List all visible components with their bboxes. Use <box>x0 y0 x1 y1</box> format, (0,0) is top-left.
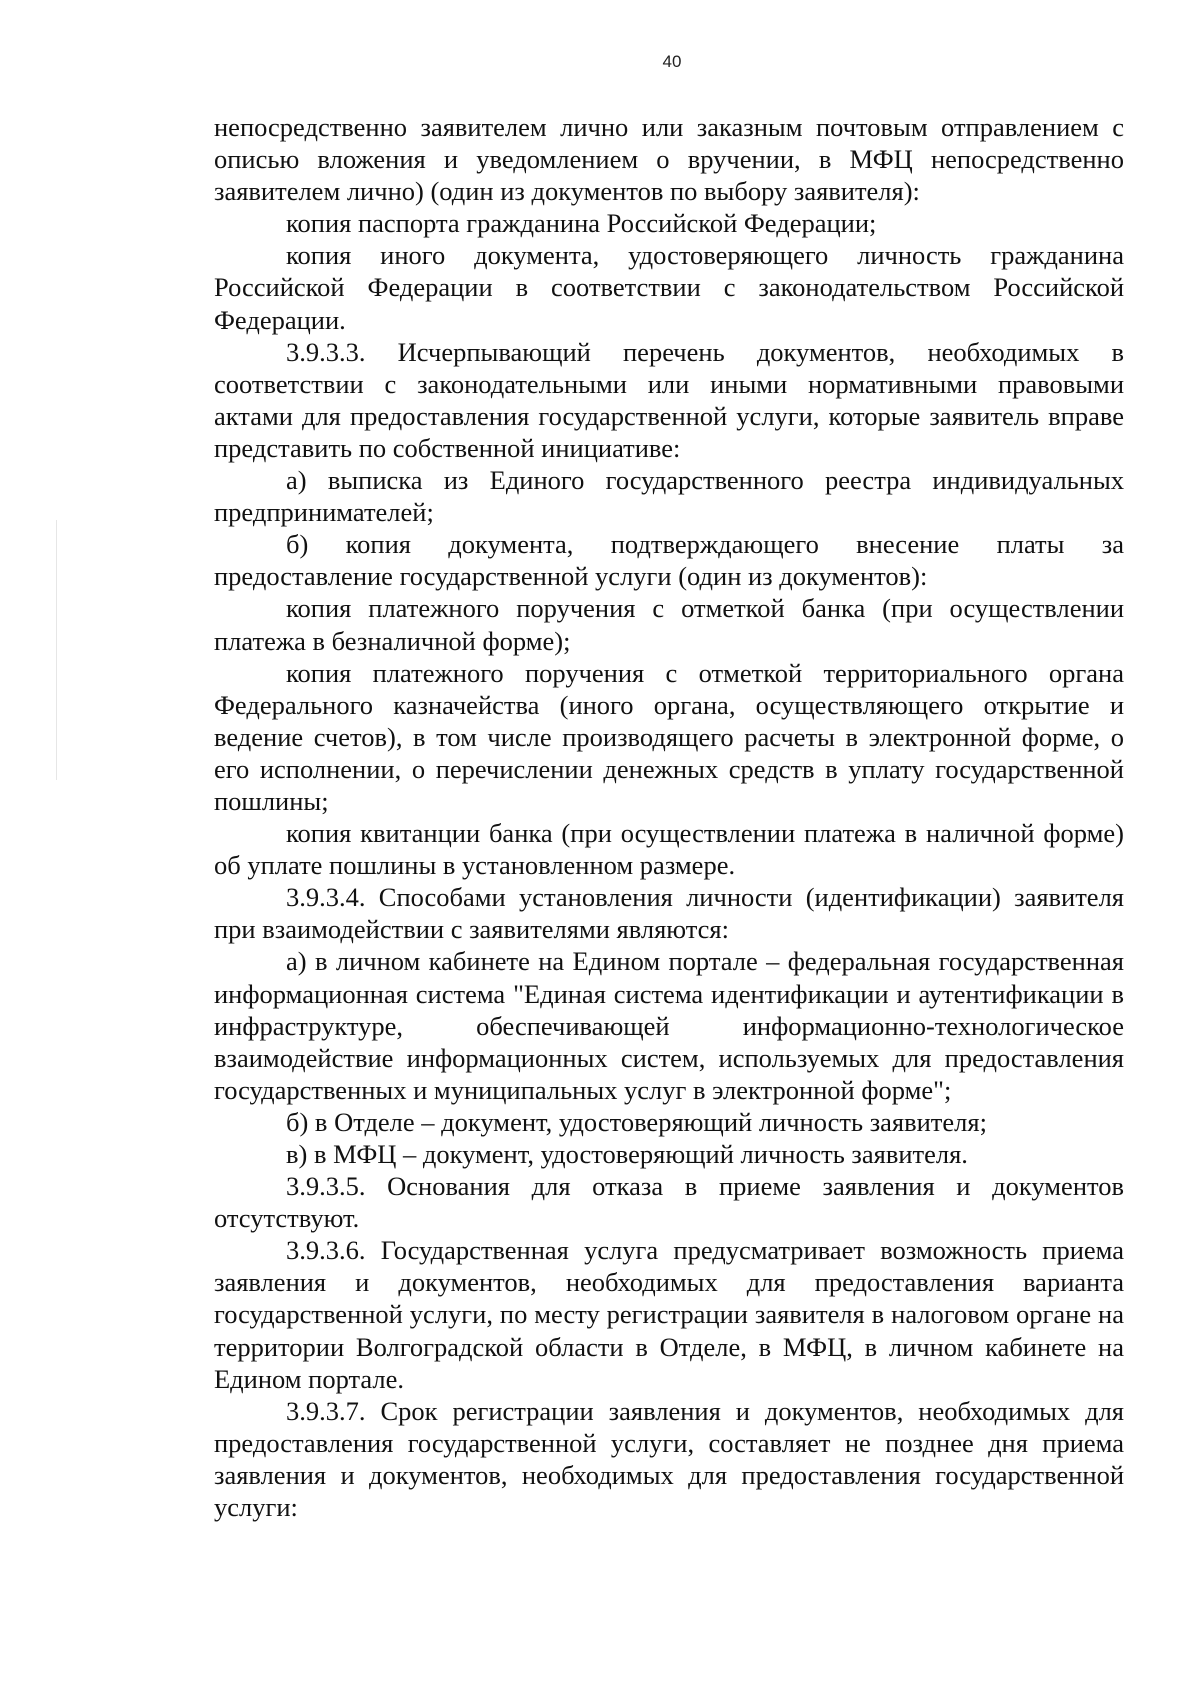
paragraph: 3.9.3.7. Срок регистрации заявления и документов, необходимых для предоставления государственной услуги, составляет не позднее дня приема заявления и документов, необходимых для предоставления государственной услуги: <box>214 1395 1124 1523</box>
paragraph: 3.9.3.6. Государственная услуга предусматривает возможность приема заявления и документов, необходимых для предоставления варианта государственной услуги, по месту регистрации заявителя в налоговом органе на территории Волгоградской области в Отделе, в МФЦ, в личном кабинете на Едином портале. <box>214 1235 1124 1394</box>
page-number: 40 <box>662 52 682 71</box>
paragraph: а) выписка из Единого государственного реестра индивидуальных предпринимателей; <box>214 465 1124 528</box>
paragraph: непосредственно заявителем лично или заказным почтовым отправлением с описью вложения и уведомлением о вручении, в МФЦ непосредственно заявителем лично) (один из документов по выбору заявителя): <box>214 112 1124 207</box>
paragraph: а) в личном кабинете на Едином портале – федеральная государственная информационная система "Единая система идентификации и аутентификации в инфраструктуре, обеспечивающей информационно-технологическое взаимодействие информационных систем, используемых для предоставления государственных и муниципальных услуг в электронной форме"; <box>214 946 1124 1105</box>
scan-edge-line <box>56 520 57 780</box>
document-body <box>214 111 1124 1523</box>
paragraph: копия паспорта гражданина Российской Федерации; <box>286 208 877 239</box>
paragraph: в) в МФЦ – документ, удостоверяющий личность заявителя. <box>286 1139 968 1169</box>
paragraph: 3.9.3.4. Способами установления личности (идентификации) заявителя при взаимодействии с заявителями являются: <box>214 882 1124 945</box>
paragraph: 3.9.3.3. Исчерпывающий перечень документов, необходимых в соответствии с законодательными или иными нормативными правовыми актами для предоставления государственной услуги, которые заявитель вправе представить по собственной инициативе: <box>214 336 1124 463</box>
paragraph: б) в Отделе – документ, удостоверяющий личность заявителя; <box>286 1106 987 1137</box>
paragraph: б) копия документа, подтверждающего внесение платы за предоставление государственной услуги (один из документов): <box>214 529 1124 592</box>
paragraph: копия иного документа, удостоверяющего личность гражданина Российской Федерации в соответствии с законодательством Российской Федерации. <box>214 240 1124 335</box>
paragraph: копия платежного поручения с отметкой банка (при осуществлении платежа в безналичной форме); <box>214 593 1124 656</box>
paragraph: 3.9.3.5. Основания для отказа в приеме заявления и документов отсутствуют. <box>214 1171 1124 1234</box>
paragraph: копия квитанции банка (при осуществлении платежа в наличной форме) об уплате пошлины в установленном размере. <box>214 818 1124 881</box>
paragraph: копия платежного поручения с отметкой территориального органа Федерального казначейства (иного органа, осуществляющего открытие и ведение счетов), в том числе производящего расчеты в электронной форме, о его исполнении, о перечислении денежных средств в уплату государственной пошлины; <box>214 657 1124 816</box>
